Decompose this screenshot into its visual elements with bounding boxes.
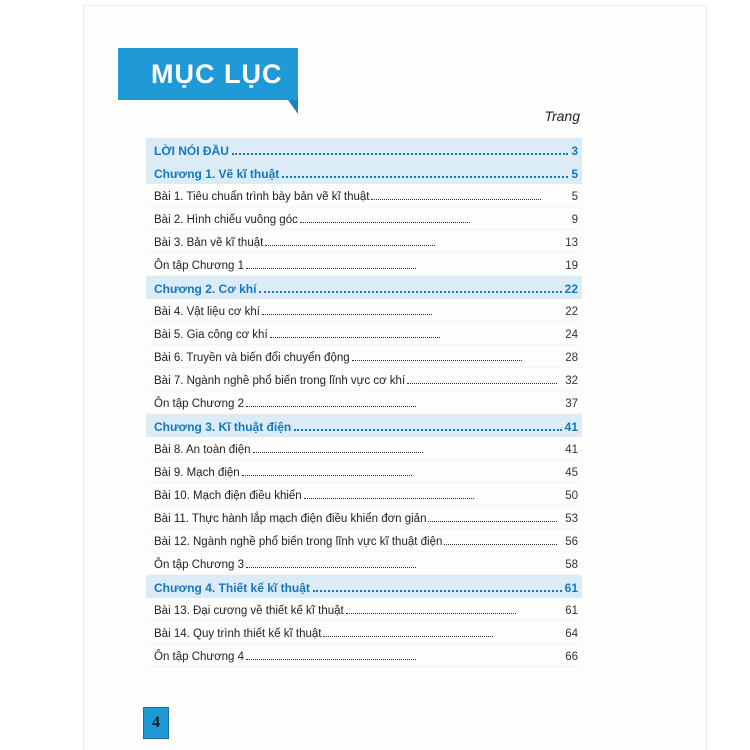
toc-entry-page: 3 — [571, 144, 578, 158]
toc-entry-page: 61 — [564, 581, 578, 595]
dot-leader — [300, 222, 470, 223]
toc-entry-label: Bài 14. Quy trình thiết kế kĩ thuật — [154, 628, 322, 640]
toc-chapter-row[interactable] — [146, 575, 582, 598]
dot-leader — [323, 636, 493, 637]
dot-leader — [246, 406, 416, 407]
toc-lesson-row[interactable] — [146, 207, 582, 230]
toc-lesson-row[interactable] — [146, 253, 582, 276]
page-column-label: Trang — [544, 108, 580, 124]
dot-leader — [262, 314, 432, 315]
title-banner — [118, 48, 298, 100]
toc-lesson-row[interactable] — [146, 506, 582, 529]
dot-leader — [428, 521, 557, 522]
toc-entry-label: Bài 1. Tiêu chuẩn trình bày bản vẽ kĩ thuật — [154, 191, 370, 203]
toc-entry-page: 22 — [565, 306, 578, 318]
dot-leader — [253, 452, 423, 453]
toc-lesson-row[interactable] — [146, 322, 582, 345]
toc-lesson-row[interactable] — [146, 460, 582, 483]
dot-leader — [282, 176, 568, 178]
dot-leader — [259, 291, 561, 293]
toc-entry-page: 32 — [565, 375, 578, 387]
toc-entry-label: LỜI NÓI ĐẦU — [154, 144, 229, 158]
toc-chapter-row[interactable] — [146, 276, 582, 299]
toc-entry-label: Chương 1. Vẽ kĩ thuật — [154, 167, 280, 181]
dot-leader — [294, 429, 561, 431]
toc-entry-page: 66 — [565, 651, 578, 663]
page-number-badge — [143, 707, 169, 739]
toc-entry-page: 28 — [565, 352, 578, 364]
toc-entry-page: 5 — [571, 167, 578, 181]
toc-entry-page: 13 — [565, 237, 578, 249]
toc-entry-label: Chương 3. Kĩ thuật điện — [154, 420, 292, 434]
toc-entry-page: 58 — [565, 559, 578, 571]
toc-entry-page: 45 — [565, 467, 578, 479]
dot-leader — [346, 613, 516, 614]
toc-lesson-row[interactable] — [146, 552, 582, 575]
toc-lesson-row[interactable] — [146, 483, 582, 506]
toc-entry-page: 9 — [571, 214, 578, 226]
toc-entry-label: Chương 4. Thiết kế kĩ thuật — [154, 581, 310, 595]
toc-entry-label: Bài 12. Ngành nghề phổ biến trong lĩnh vực kĩ thuật điện — [154, 536, 443, 548]
toc-lesson-row[interactable] — [146, 644, 582, 667]
toc-lesson-row[interactable] — [146, 299, 582, 322]
toc-chapter-row[interactable] — [146, 138, 582, 161]
toc-entry-page: 41 — [564, 420, 578, 434]
dot-leader — [444, 544, 557, 545]
toc-entry-page: 53 — [565, 513, 578, 525]
toc-entry-label: Chương 2. Cơ khí — [154, 282, 257, 296]
toc-entry-label: Bài 3. Bản vẽ kĩ thuật — [154, 237, 264, 249]
toc-lesson-row[interactable] — [146, 437, 582, 460]
toc-entry-page: 5 — [571, 191, 578, 203]
toc-lesson-row[interactable] — [146, 598, 582, 621]
page-title: MỤC LỤC — [151, 58, 283, 89]
toc-entry-label: Ôn tập Chương 2 — [154, 398, 245, 410]
toc-entry-label: Bài 6. Truyền và biến đổi chuyển động — [154, 352, 350, 364]
toc-entry-label: Ôn tập Chương 3 — [154, 559, 245, 571]
toc-lesson-row[interactable] — [146, 368, 582, 391]
toc-entry-page: 41 — [565, 444, 578, 456]
dot-leader — [352, 360, 522, 361]
toc-entry-label: Bài 4. Vật liệu cơ khí — [154, 306, 260, 318]
toc-lesson-row[interactable] — [146, 529, 582, 552]
toc-entry-label: Bài 10. Mạch điện điều khiển — [154, 490, 302, 502]
toc-lesson-row[interactable] — [146, 391, 582, 414]
toc-entry-page: 37 — [565, 398, 578, 410]
toc-entry-page: 50 — [565, 490, 578, 502]
toc-lesson-row[interactable] — [146, 184, 582, 207]
toc-entry-label: Ôn tập Chương 1 — [154, 260, 245, 272]
banner-fold — [288, 100, 298, 114]
dot-leader — [313, 590, 562, 592]
toc-entry-label: Bài 11. Thực hành lắp mạch điện điều khiển đơn giản — [154, 513, 427, 525]
dot-leader — [304, 498, 474, 499]
dot-leader — [265, 245, 435, 246]
dot-leader — [246, 268, 416, 269]
dot-leader — [246, 659, 416, 660]
toc-lesson-row[interactable] — [146, 621, 582, 644]
toc-entry-label: Bài 7. Ngành nghề phổ biến trong lĩnh vực cơ khí — [154, 375, 406, 387]
toc-chapter-row[interactable] — [146, 161, 582, 184]
toc-lesson-row[interactable] — [146, 230, 582, 253]
toc-entry-label: Bài 8. An toàn điện — [154, 444, 251, 456]
toc-lesson-row[interactable] — [146, 345, 582, 368]
dot-leader — [407, 383, 557, 384]
dot-leader — [232, 153, 568, 155]
toc-chapter-row[interactable] — [146, 414, 582, 437]
toc-entry-page: 56 — [565, 536, 578, 548]
dot-leader — [371, 199, 541, 200]
dot-leader — [270, 337, 440, 338]
toc-entry-page: 22 — [564, 282, 578, 296]
toc-entry-label: Ôn tập Chương 4 — [154, 651, 245, 663]
table-of-contents — [146, 138, 582, 667]
dot-leader — [242, 475, 412, 476]
toc-entry-label: Bài 13. Đại cương về thiết kế kĩ thuật — [154, 605, 344, 617]
toc-entry-label: Bài 2. Hình chiếu vuông góc — [154, 214, 298, 226]
toc-entry-page: 24 — [565, 329, 578, 341]
page-number: 4 — [152, 714, 160, 731]
toc-entry-label: Bài 5. Gia công cơ khí — [154, 329, 268, 341]
toc-entry-page: 61 — [565, 605, 578, 617]
toc-entry-label: Bài 9. Mạch điện — [154, 467, 240, 479]
toc-entry-page: 19 — [565, 260, 578, 272]
dot-leader — [246, 567, 416, 568]
toc-entry-page: 64 — [565, 628, 578, 640]
